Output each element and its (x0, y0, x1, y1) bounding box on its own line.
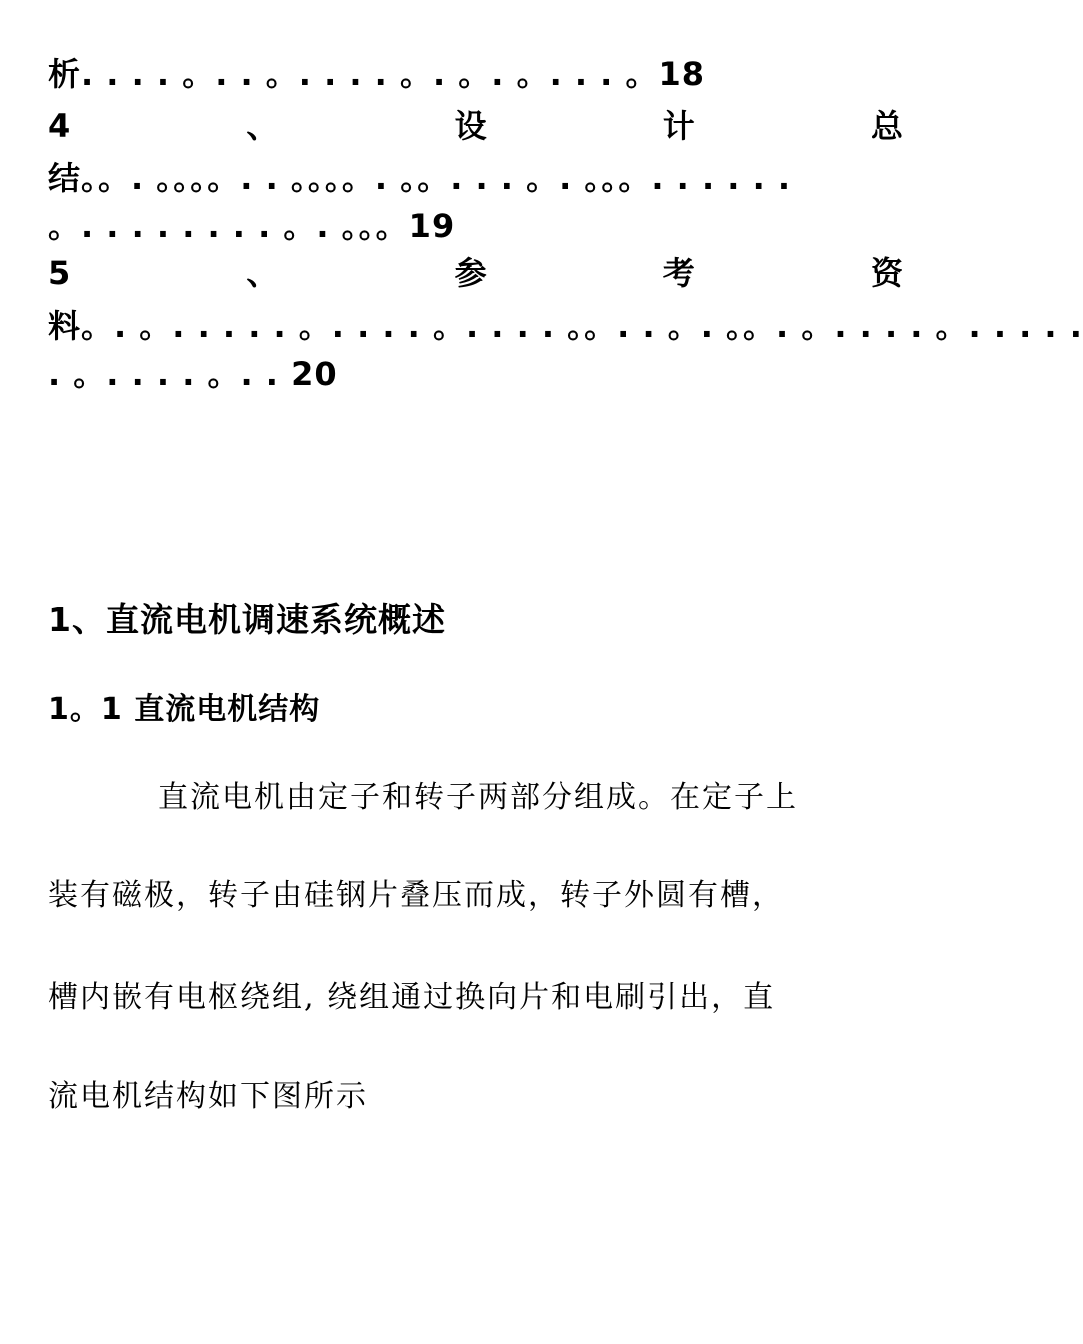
paragraph-line: 流电机结构如下图所示 (48, 1079, 368, 1114)
toc-item-5 (48, 253, 903, 293)
toc-item-char: 参 (454, 254, 487, 292)
paragraph-line: 直流电机由定子和转子两部分组成。在定子上 (158, 780, 798, 815)
toc-item-number: 5 (48, 254, 71, 292)
toc-line-references: 料。. 。. . . . . 。. . . . 。. . . . 。。. . 。. 。。. 。. . . . 。. . . . . (48, 307, 1083, 345)
paragraph-line: 槽内嵌有电枢绕组, 绕组通过换向片和电刷引出，直 (48, 980, 776, 1015)
toc-line-references-page: . 。. . . . 。. . 20 (48, 355, 338, 393)
toc-item-separator: 、 (246, 107, 279, 145)
toc-line-summary: 结。。. 。。。。. . 。。。。. 。。. . . 。. 。。。. . . . . . (48, 159, 792, 197)
toc-item-char: 资 (870, 254, 903, 292)
toc-item-separator: 、 (246, 254, 279, 292)
toc-item-char: 考 (662, 254, 695, 292)
toc-item-char: 设 (454, 107, 487, 145)
toc-item-4 (48, 106, 903, 146)
toc-line-summary-page: 。. . . . . . . . 。. 。。。19 (48, 207, 456, 245)
section-heading: 1、直流电机调速系统概述 (48, 600, 446, 639)
paragraph-line: 装有磁极，转子由硅钢片叠压而成，转子外圆有槽， (48, 878, 784, 913)
toc-line-analysis: 析. . . . 。. . 。. . . . 。. 。. 。. . . 。18 (48, 55, 705, 93)
toc-item-char: 计 (662, 107, 695, 145)
subsection-heading: 1。1 直流电机结构 (48, 692, 321, 727)
toc-item-number: 4 (48, 107, 71, 145)
toc-item-char: 总 (870, 107, 903, 145)
